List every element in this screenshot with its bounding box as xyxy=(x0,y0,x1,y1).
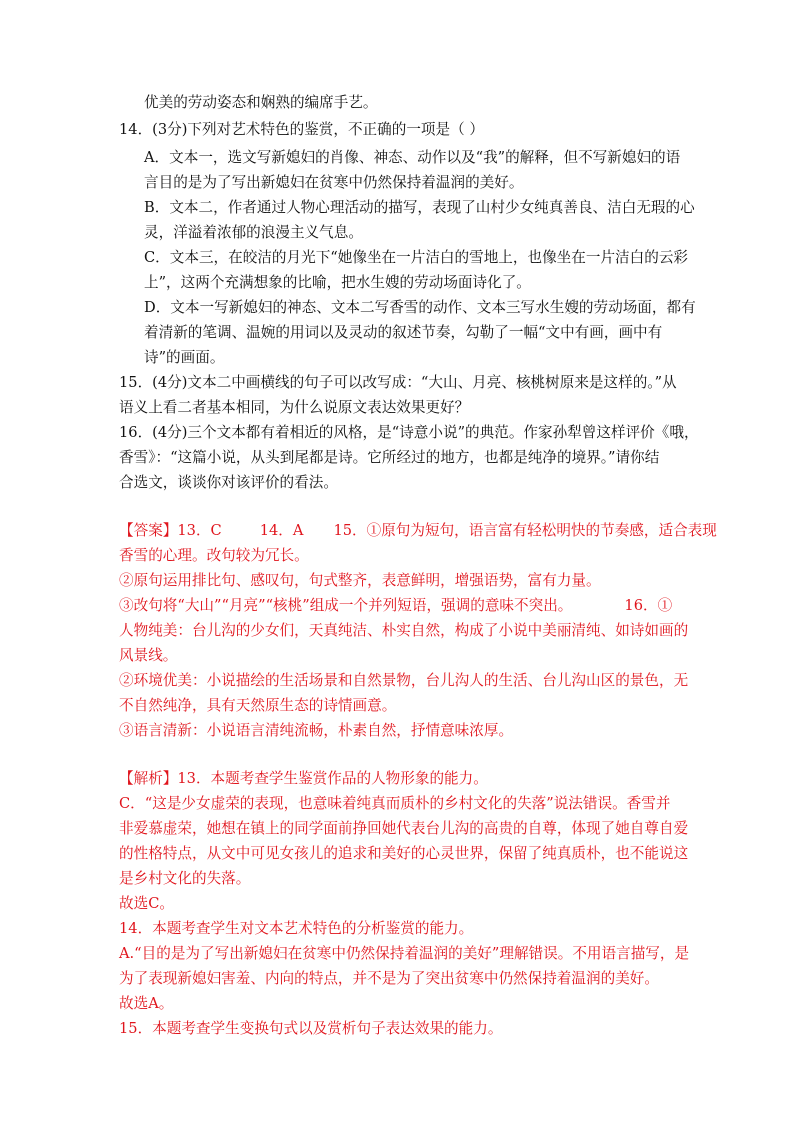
question-16-line3: 合选文，谈谈你对该评价的看法。 xyxy=(119,474,338,491)
answer-line6: 风景线。 xyxy=(119,647,178,664)
answer-line1 xyxy=(119,521,717,541)
analysis-line8: A.“目的是为了写出新媳妇在贫寒中仍然保持着温润的美好”理解错误。不用语言描写，是 xyxy=(119,945,690,962)
answer-label: 【答案】 xyxy=(119,522,178,539)
analysis-label: 【解析】 xyxy=(119,770,178,787)
answer-15-start: 15．①原句为短句，语言富有轻松明快的节奏感，适合表现 xyxy=(333,522,717,539)
question-15-line2: 语义上看二者基本相同，为什么说原文表达效果更好？ xyxy=(119,399,470,416)
analysis-line1 xyxy=(119,769,488,789)
answer-13: 13．C xyxy=(177,522,222,539)
analysis-line5: 是乡村文化的失落。 xyxy=(119,870,251,887)
answer-line2: 香雪的心理。改句较为冗长。 xyxy=(119,547,309,564)
question-16-line1: 16．(4分)三个文本都有着相近的风格，是“诗意小说”的典范。作家孙犁曾这样评价《哦， xyxy=(119,424,699,441)
analysis-line6: 故选C。 xyxy=(119,895,174,912)
answer-line4 xyxy=(119,596,672,616)
answer-15-point3: ③改句将“大山”“月亮”“核桃”组成一个并列短语，强调的意味不突出。 xyxy=(119,597,573,614)
analysis-line2: C．“这是少女虚荣的表现，也意味着纯真而质朴的乡村文化的失落”说法错误。香雪并 xyxy=(119,795,671,812)
q14-option-a-line2: 言目的是为了写出新媳妇在贫寒中仍然保持着温润的美好。 xyxy=(144,174,524,191)
question-15-line1: 15．(4分)文本二中画横线的句子可以改写成：“大山、月亮、核桃树原来是这样的。”从 xyxy=(119,374,677,391)
analysis-line4: 的性格特点，从文中可见女孩儿的追求和美好的心灵世界，保留了纯真质朴，也不能说这 xyxy=(119,845,689,862)
q14-option-c-line2: 上”，这两个充满想象的比喻，把水生嫂的劳动场面诗化了。 xyxy=(144,274,531,291)
analysis-13-heading: 13．本题考查学生鉴赏作品的人物形象的能力。 xyxy=(177,770,488,787)
q14-option-c-line1: C．文本三，在皎洁的月光下“她像坐在一片洁白的雪地上，也像坐在一片洁白的云彩 xyxy=(144,249,689,266)
question-14-stem: 14．(3分)下列对艺术特色的鉴赏，不正确的一项是（ ） xyxy=(119,121,484,138)
analysis-line9: 为了表现新媳妇害羞、内向的特点，并不是为了突出贫寒中仍然保持着温润的美好。 xyxy=(119,970,659,987)
analysis-line11: 15．本题考查学生变换句式以及赏析句子表达效果的能力。 xyxy=(119,1020,503,1037)
analysis-line3: 非爱慕虚荣，她想在镇上的同学面前挣回她代表台儿沟的高贵的自尊，体现了她自尊自爱 xyxy=(119,820,689,837)
answer-line9: ③语言清新：小说语言清纯流畅，朴素自然，抒情意味浓厚。 xyxy=(119,722,514,739)
q14-option-b-line2: 灵，洋溢着浓郁的浪漫主义气息。 xyxy=(144,224,363,241)
q14-option-d-line2: 着清新的笔调、温婉的用词以及灵动的叙述节奏，勾勒了一幅“文中有画，画中有 xyxy=(144,324,663,341)
answer-line5: 人物纯美：台儿沟的少女们，天真纯洁、朴实自然，构成了小说中美丽清纯、如诗如画的 xyxy=(119,622,689,639)
q14-option-d-line3: 诗”的画面。 xyxy=(144,349,225,366)
analysis-line10: 故选A。 xyxy=(119,995,174,1012)
answer-14: 14．A xyxy=(259,522,304,539)
answer-16-start: 16．① xyxy=(624,597,673,614)
q14-option-b-line1: B．文本二，作者通过人物心理活动的描写，表现了山村少女纯真善良、洁白无瑕的心 xyxy=(144,199,695,216)
q14-option-a-line1: A．文本一，选文写新媳妇的肖像、神态、动作以及“我”的解释，但不写新媳妇的语 xyxy=(144,149,681,166)
analysis-line7: 14．本题考查学生对文本艺术特色的分析鉴赏的能力。 xyxy=(119,920,474,937)
question-16-line2: 香雪》：“这篇小说，从头到尾都是诗。它所经过的地方，也都是纯净的境界。”请你结 xyxy=(119,449,660,466)
answer-line8: 不自然纯净，具有天然原生态的诗情画意。 xyxy=(119,697,397,714)
answer-line3: ②原句运用排比句、感叹句，句式整齐，表意鲜明，增强语势，富有力量。 xyxy=(119,572,601,589)
previous-option-tail: 优美的劳动姿态和娴熟的编席手艺。 xyxy=(144,94,378,111)
q14-option-d-line1: D．文本一写新媳妇的神态、文本二写香雪的动作、文本三写水生嫂的劳动场面，都有 xyxy=(144,299,696,316)
answer-line7: ②环境优美：小说描绘的生活场景和自然景物，台儿沟人的生活、台儿沟山区的景色，无 xyxy=(119,672,689,689)
